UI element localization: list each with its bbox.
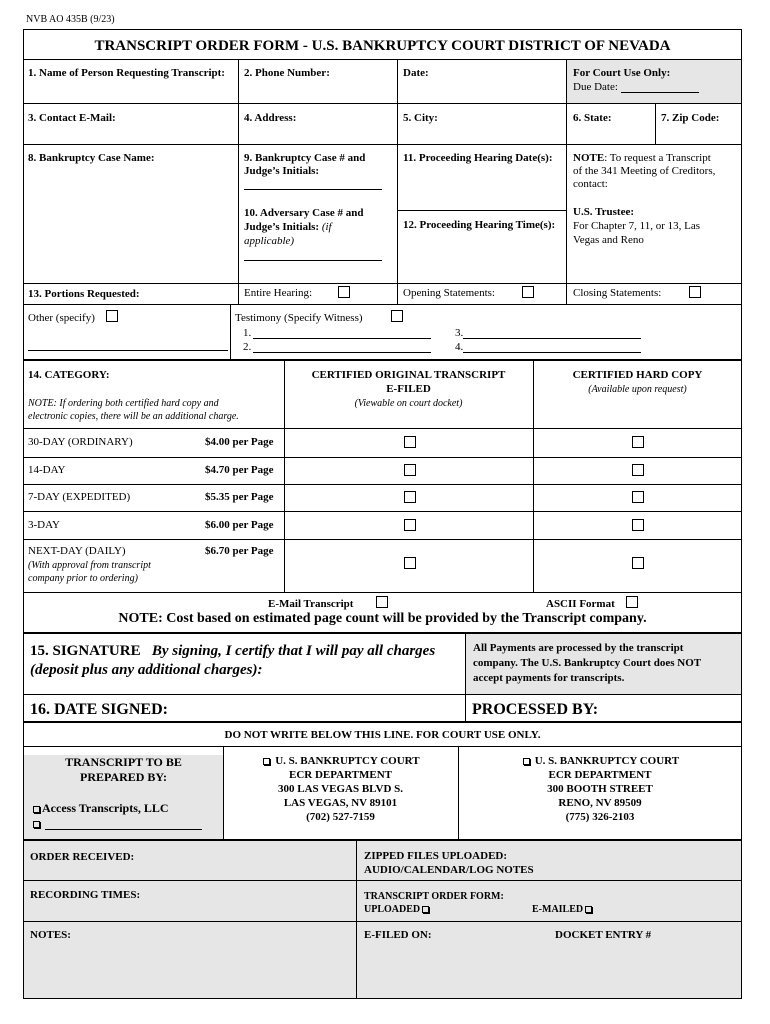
audio-calendar-label: AUDIO/CALENDAR/LOG NOTES — [364, 864, 534, 876]
order-received-label: ORDER RECEIVED: — [30, 851, 135, 863]
case-judge-label: Judge’s Initials: — [244, 165, 320, 177]
checkbox-icon[interactable] — [33, 806, 40, 813]
emailed-label: E-MAILED — [532, 904, 584, 915]
category-row-price: $5.35 per Page — [205, 491, 274, 503]
form-title: TRANSCRIPT ORDER FORM - U.S. BANKRUPTCY COURT DISTRICT OF NEVADA — [94, 38, 671, 54]
witness-4-label: 4. — [455, 341, 464, 353]
closing-statements-checkbox[interactable] — [689, 286, 701, 298]
signature-text-2: (deposit plus any additional charges): — [30, 662, 263, 678]
efiled-on-label: E-FILED ON: — [364, 929, 432, 941]
note-text-1: : To request a Transcript — [604, 152, 711, 164]
witness-1-line[interactable] — [253, 338, 431, 339]
category-row-name: NEXT-DAY (DAILY) — [28, 545, 126, 557]
checkbox-icon[interactable] — [422, 906, 429, 913]
form-id: NVB AO 435B (9/23) — [26, 14, 115, 25]
efiled-7day-checkbox[interactable] — [404, 491, 416, 503]
note-text-3: contact: — [573, 178, 608, 190]
recording-times-label: RECORDING TIMES: — [30, 889, 141, 901]
category-row-name: 3-DAY — [28, 519, 60, 531]
ascii-format-checkbox[interactable] — [626, 596, 638, 608]
tof-label: TRANSCRIPT ORDER FORM: — [364, 891, 504, 902]
efiled-label: E-FILED — [386, 383, 431, 395]
hardcopy-14day-checkbox[interactable] — [632, 464, 644, 476]
payments-text-3: accept payments for transcripts. — [473, 672, 625, 684]
opening-statements-checkbox[interactable] — [522, 286, 534, 298]
zipped-files-label: ZIPPED FILES UPLOADED: — [364, 850, 508, 862]
due-date-label: Due Date: — [573, 81, 618, 93]
phone-label: 2. Phone Number: — [244, 67, 330, 79]
testimony-checkbox[interactable] — [391, 310, 403, 322]
lv-court-4: LAS VEGAS, NV 89101 — [283, 797, 398, 809]
case-number-label: 9. Bankruptcy Case # and — [244, 152, 366, 164]
hardcopy-3day-checkbox[interactable] — [632, 519, 644, 531]
cost-note: NOTE: Cost based on estimated page count will be provided by the Transcript company. — [118, 611, 647, 626]
reno-court-5: (775) 326-2103 — [565, 811, 635, 823]
ascii-format-label: ASCII Format — [546, 598, 615, 610]
reno-court-1: U. S. BANKRUPTCY COURT — [534, 755, 680, 767]
email-label: 3. Contact E-Mail: — [28, 112, 116, 124]
city-label: 5. City: — [403, 112, 438, 124]
nextday-sub-2: company prior to ordering) — [28, 573, 138, 584]
category-note-1: NOTE: If ordering both certified hard copy and — [28, 398, 219, 409]
viewable-label: (Viewable on court docket) — [354, 398, 463, 409]
processed-by-label: PROCESSED BY: — [472, 701, 599, 718]
witness-2-label: 2. — [243, 341, 252, 353]
category-label: 14. CATEGORY: — [28, 369, 110, 381]
notes-label: NOTES: — [30, 929, 71, 941]
due-date-line — [621, 92, 699, 93]
state-label: 6. State: — [573, 112, 612, 124]
closing-statements-label: Closing Statements: — [573, 287, 662, 299]
opening-statements-label: Opening Statements: — [403, 287, 495, 299]
other-specify-line — [28, 350, 228, 351]
payments-text-1: All Payments are processed by the transcript — [473, 642, 684, 654]
witness-1-label: 1. — [243, 327, 252, 339]
category-row-name: 7-DAY (EXPEDITED) — [28, 491, 131, 503]
checkbox-icon[interactable] — [585, 906, 592, 913]
certified-original-label: CERTIFIED ORIGINAL TRANSCRIPT — [311, 369, 506, 381]
signature-text-1: By signing, I certify that I will pay all charges — [151, 643, 436, 659]
email-transcript-label: E-Mail Transcript — [268, 598, 354, 610]
certified-hard-copy-label: CERTIFIED HARD COPY — [572, 369, 703, 381]
entire-hearing-checkbox[interactable] — [338, 286, 350, 298]
address-label: 4. Address: — [244, 112, 297, 124]
testimony-label: Testimony (Specify Witness) — [235, 312, 363, 324]
reno-court-4: RENO, NV 89509 — [558, 797, 642, 809]
efiled-3day-checkbox[interactable] — [404, 519, 416, 531]
checkbox-icon[interactable] — [263, 758, 270, 765]
category-row-price: $4.00 per Page — [205, 436, 274, 448]
available-label: (Available upon request) — [588, 384, 687, 395]
adversary-judge-label: Judge’s Initials: — [244, 221, 320, 233]
if-applicable-2: applicable) — [244, 235, 295, 247]
signature-label: 15. SIGNATURE — [30, 643, 141, 659]
lv-court-5: (702) 527-7159 — [306, 811, 375, 823]
lv-court-2: ECR DEPARTMENT — [289, 769, 392, 781]
entire-hearing-label: Entire Hearing: — [244, 287, 313, 299]
trustee-label: U.S. Trustee: — [573, 206, 635, 218]
hardcopy-30day-checkbox[interactable] — [632, 436, 644, 448]
category-row-price: $4.70 per Page — [205, 464, 274, 476]
witness-2-line[interactable] — [253, 352, 431, 353]
email-transcript-checkbox[interactable] — [376, 596, 388, 608]
trustee-text-1: For Chapter 7, 11, or 13, Las — [573, 220, 700, 232]
checkbox-icon[interactable] — [33, 821, 40, 828]
witness-3-line[interactable] — [463, 338, 641, 339]
adversary-case-label: 10. Adversary Case # and — [244, 207, 364, 219]
efiled-30day-checkbox[interactable] — [404, 436, 416, 448]
lv-court-1: U. S. BANKRUPTCY COURT — [275, 755, 420, 767]
hearing-times-label: 12. Proceeding Hearing Time(s): — [403, 219, 556, 231]
case-number-line — [244, 189, 382, 190]
court-use-label: For Court Use Only: — [573, 67, 671, 79]
date-label: Date: — [403, 67, 429, 79]
witness-4-line[interactable] — [463, 352, 641, 353]
efiled-14day-checkbox[interactable] — [404, 464, 416, 476]
reno-court-3: 300 BOOTH STREET — [547, 783, 653, 795]
uploaded-label: UPLOADED — [364, 904, 421, 915]
hardcopy-7day-checkbox[interactable] — [632, 491, 644, 503]
other-specify-checkbox[interactable] — [106, 310, 118, 322]
do-not-write-label: DO NOT WRITE BELOW THIS LINE. FOR COURT USE ONLY. — [224, 729, 541, 741]
other-specify-label: Other (specify) — [28, 312, 95, 324]
witness-3-label: 3. — [455, 327, 464, 339]
date-signed-label: 16. DATE SIGNED: — [30, 701, 168, 718]
hearing-dates-label: 11. Proceeding Hearing Date(s): — [403, 152, 553, 164]
prepared-by-1: TRANSCRIPT TO BE — [65, 755, 182, 769]
zip-label: 7. Zip Code: — [661, 112, 720, 124]
checkbox-icon[interactable] — [523, 758, 530, 765]
category-row-name: 30-DAY (ORDINARY) — [28, 436, 133, 448]
efiled-nextday-checkbox[interactable] — [404, 557, 416, 569]
category-note-2: electronic copies, there will be an additional charge. — [28, 411, 239, 422]
portions-label: 13. Portions Requested: — [28, 288, 140, 300]
category-row-price: $6.70 per Page — [205, 545, 274, 557]
lv-court-3: 300 LAS VEGAS BLVD S. — [277, 783, 404, 795]
reno-court-2: ECR DEPARTMENT — [548, 769, 652, 781]
trustee-text-2: Vegas and Reno — [573, 234, 644, 246]
requester-name-label: 1. Name of Person Requesting Transcript: — [28, 67, 225, 79]
hardcopy-nextday-checkbox[interactable] — [632, 557, 644, 569]
prepared-by-2: PREPARED BY: — [79, 770, 167, 784]
note-label: NOTE — [573, 152, 605, 164]
category-row-name: 14-DAY — [28, 464, 66, 476]
case-name-label: 8. Bankruptcy Case Name: — [28, 152, 155, 164]
nextday-sub-1: (With approval from transcript — [28, 560, 151, 571]
category-row-price: $6.00 per Page — [205, 519, 274, 531]
if-applicable-1: (if — [319, 221, 332, 233]
note-text-2: of the 341 Meeting of Creditors, — [573, 165, 716, 177]
docket-entry-label: DOCKET ENTRY # — [555, 929, 652, 941]
access-transcripts-label: Access Transcripts, LLC — [42, 801, 169, 815]
adversary-case-line — [244, 260, 382, 261]
payments-text-2: company. The U.S. Bankruptcy Court does NOT — [473, 657, 702, 669]
other-company-line — [45, 829, 202, 830]
